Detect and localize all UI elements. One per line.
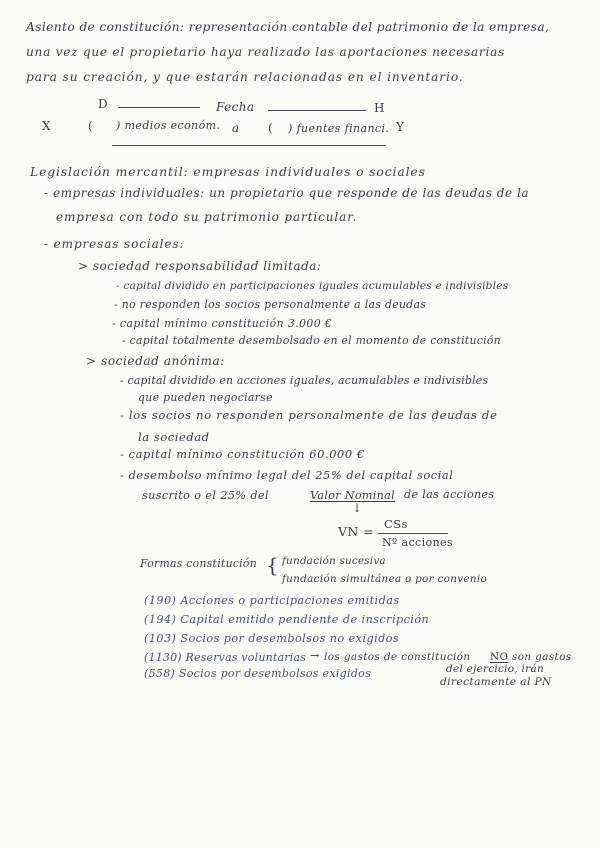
account-190: (190) Acciones o participaciones emitidas <box>144 594 400 607</box>
formas-option-1: fundación sucesiva <box>282 555 386 567</box>
sa-item-4a: - desembolso mínimo legal del 25% del capital social <box>120 468 454 482</box>
social-heading: - empresas sociales: <box>44 237 185 251</box>
note-line-3: directamente al PN <box>440 676 552 688</box>
formas-option-2: fundación simultánea o por convenio <box>282 573 487 585</box>
sl-item-4: - capital totalmente desembolsado en el momento de constitución <box>122 334 501 347</box>
intro-line-2: una vez que el propietario haya realizado las aportaciones necesarias <box>26 45 505 59</box>
intro-line-3: para su creación, y que estarán relacionadas en el inventario. <box>26 70 464 84</box>
note-arrow: → <box>310 649 320 662</box>
journal-date: Fecha <box>216 100 255 114</box>
journal-line-left <box>118 107 200 108</box>
sa-down-arrow: ↓ <box>352 501 363 515</box>
journal-a: a <box>232 121 240 135</box>
sa-item-3: - capital mínimo constitución 60.000 € <box>120 447 365 461</box>
individual-line-1: - empresas individuales: un propietario que responde de las deudas de la <box>44 186 530 200</box>
sa-item-4b: suscrito o el 25% del <box>142 489 269 502</box>
formas-label: Formas constitución <box>140 557 257 570</box>
journal-x: X <box>42 119 51 133</box>
journal-left-item: ) medios económ. <box>116 119 221 132</box>
journal-paren-right: ( <box>268 121 274 135</box>
sa-item-2b: la sociedad <box>138 430 210 444</box>
journal-debit: D <box>98 97 109 111</box>
account-103: (103) Socios por desembolsos no exigidos <box>144 632 400 645</box>
sl-heading: > sociedad responsabilidad limitada: <box>78 259 322 273</box>
legislation-heading: Legislación mercantil: empresas individuales o sociales <box>30 165 426 179</box>
account-1130: (1130) Reservas voluntarias <box>144 651 307 664</box>
note-line-2: del ejercicio, irán <box>446 663 544 675</box>
sa-valor-nominal: Valor Nominal <box>310 489 396 502</box>
journal-y: Y <box>396 120 405 134</box>
journal-paren-left: ( <box>88 119 94 133</box>
journal-base-line <box>112 145 386 146</box>
formula-fraction-bar <box>378 533 448 534</box>
note-line-1a: los gastos de constitución <box>324 651 471 663</box>
formula-lhs: VN = <box>338 524 375 539</box>
sa-item-4d: de las acciones <box>404 488 495 501</box>
formas-bracket: { <box>266 553 279 577</box>
sl-item-1: - capital dividido en participaciones iguales acumulables e indivisibles <box>116 280 509 292</box>
formula-numerator: CSs <box>384 517 408 531</box>
sa-item-1a: - capital dividido en acciones iguales, acumulables e indivisibles <box>120 374 489 387</box>
intro-line-1: Asiento de constitución: representación contable del patrimonio de la empresa, <box>26 20 550 34</box>
journal-credit: H <box>374 101 385 115</box>
note-line-1b: son gastos <box>512 651 572 663</box>
formula-denominator: Nº acciones <box>382 536 453 549</box>
note-no: NO <box>490 651 509 663</box>
sa-heading: > sociedad anónima: <box>86 354 225 368</box>
journal-line-right <box>268 110 366 111</box>
account-194: (194) Capital emitido pendiente de inscripción <box>144 613 430 626</box>
journal-right-item: ) fuentes financi. <box>288 122 390 135</box>
sl-item-3: - capital mínimo constitución 3.000 € <box>112 317 333 330</box>
sl-item-2: - no responden los socios personalmente a las deudas <box>114 298 427 311</box>
sa-item-1b: que pueden negociarse <box>138 391 273 404</box>
individual-line-2: empresa con todo su patrimonio particular. <box>56 210 358 224</box>
account-558: (558) Socios por desembolsos exigidos <box>144 667 372 680</box>
sa-item-2a: - los socios no responden personalmente de las deudas de <box>120 408 498 422</box>
